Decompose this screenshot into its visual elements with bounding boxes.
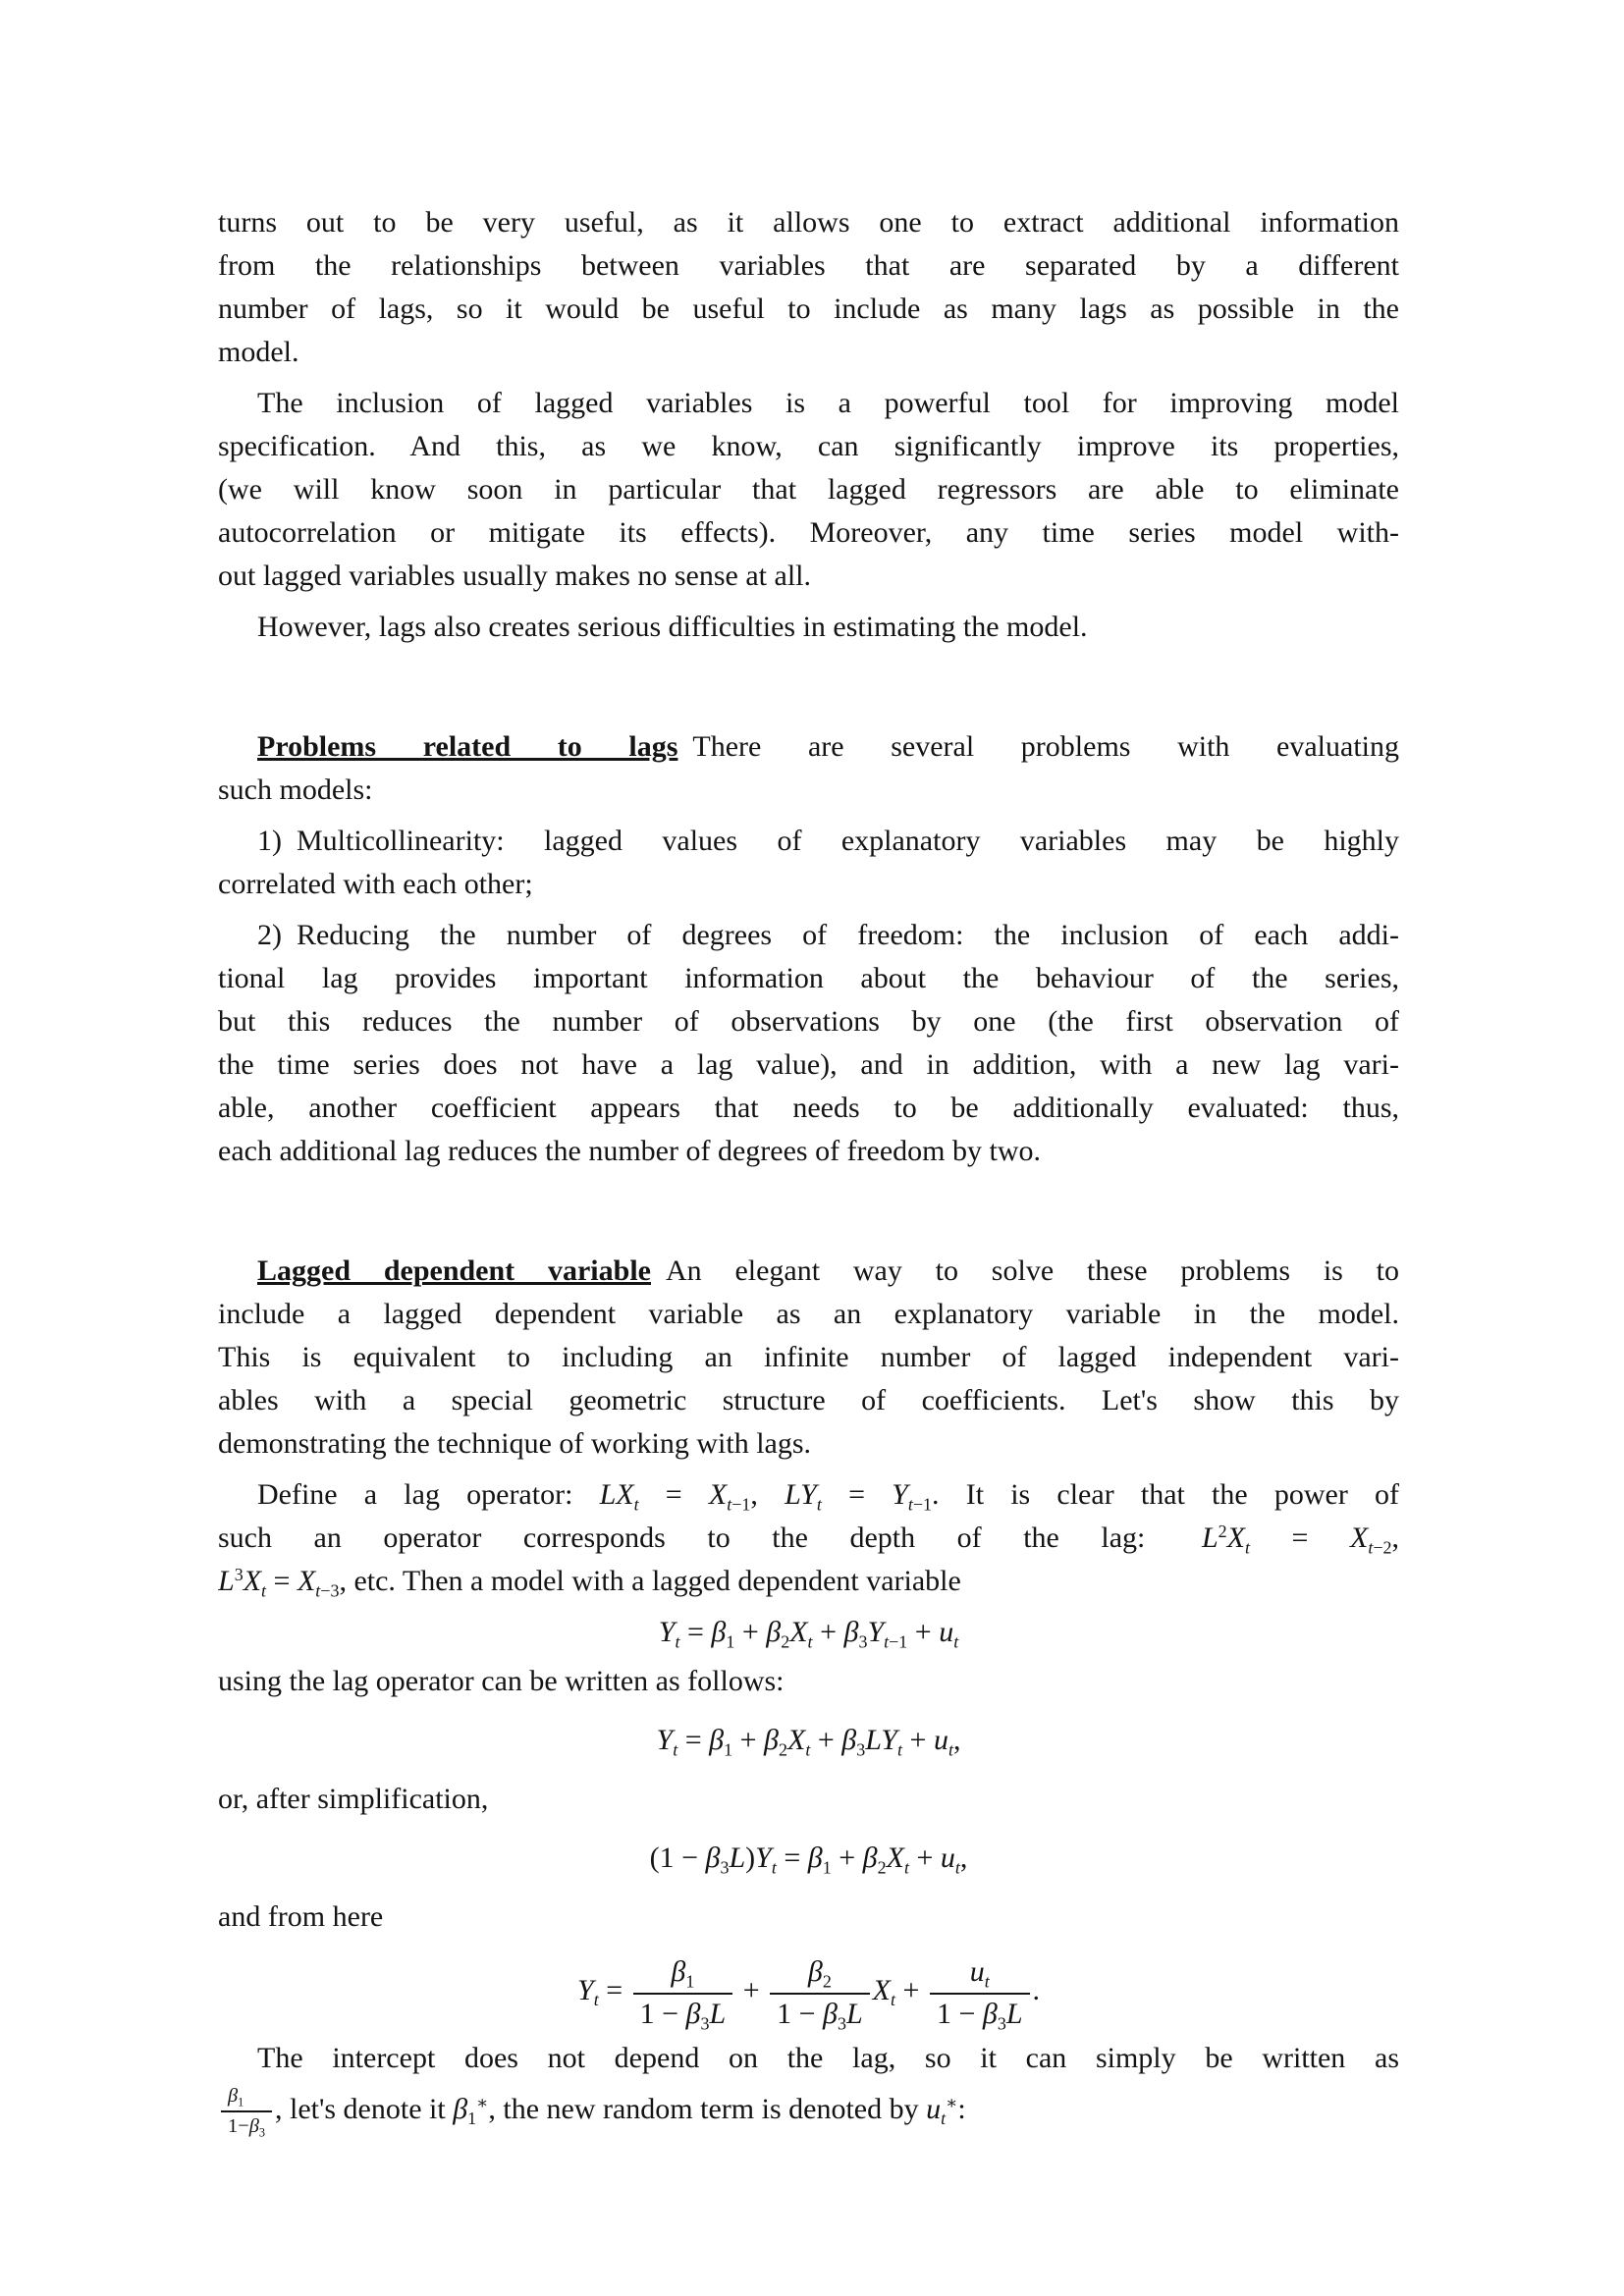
text-line: out lagged variables usually makes no sense at all. [218, 560, 811, 592]
section-lagged-dependent-variable [218, 1250, 1399, 1466]
text-line: using the lag operator can be written as follows: [218, 1665, 785, 1697]
paragraph-using-lag-operator [218, 1660, 1399, 1703]
equation-lag-operator-form: $Y_t = \beta_1 + \beta_2X_t + \beta_3LY_t + u_t$, [656, 1724, 961, 1760]
text-line-math: $L^3X_t = X_{t-3}$, etc. Then a model with a lagged dependent variable [218, 1565, 961, 1601]
paragraph-however-difficulties [218, 606, 1399, 649]
text-line: tional lag provides important information about the behaviour of the series, [218, 962, 1399, 994]
text-line: number of lags, so it would be useful to include as many lags as possible in the [218, 293, 1399, 325]
text-line: correlated with each other; [218, 868, 533, 900]
equation-geometric-expansion: $Y_t$ = $\frac{\beta_1}{1 - \beta_3L}$ + $\frac{\beta_2}{1 - \beta_3L}$ $X_t$ + $\frac{u_t}{1 - \beta_3L}$ . [577, 1955, 1040, 2033]
paragraph-inclusion-of-lagged-variables [218, 382, 1399, 598]
text-line: ables with a special geometric structure of coefficients. Let's show this by [218, 1384, 1399, 1416]
text-line: the time series does not have a lag value), and in addition, with a new lag vari- [218, 1048, 1399, 1081]
vertical-gap [218, 1181, 1399, 1250]
text-line-math: such an operator corresponds to the depth of the lag: $L^2X_t = X_{t-2}$, [218, 1522, 1399, 1558]
text-line: model. [218, 336, 299, 368]
heading-line [218, 725, 1399, 769]
section-heading-lagged-dependent: Lagged dependent variable [257, 1255, 651, 1287]
text-line-math: $\frac{\beta_1}{1-\beta_3}$ , let's denote it $\beta_1^∗$, the new random term is denoted by $u_t^∗$: [218, 2080, 1399, 2143]
heading-line-rest: An elegant way to solve these problems is to [650, 1255, 1399, 1287]
text-line: turns out to be very useful, as it allows one to extract additional information [218, 206, 1399, 239]
text-line: or, after simplification, [218, 1783, 489, 1815]
text-line: and from here [218, 1900, 384, 1933]
section-heading-problems: Problems related to lags [257, 730, 678, 763]
text-line: However, lags also creates serious difficulties in estimating the model. [257, 611, 1088, 643]
equation-simplified-form: $(1 - \beta_3L)Y_t = \beta_1 + \beta_2X_t + u_t$, [649, 1842, 968, 1878]
fraction: $\frac{\beta_2}{1 - \beta_3L}$ [770, 1954, 870, 2031]
paragraph-and-from-here [218, 1896, 1399, 1939]
paragraph-intercept-note [218, 2037, 1399, 2143]
text-line: (we will know soon in particular that lagged regressors are able to eliminate [218, 473, 1399, 506]
text-line: include a lagged dependent variable as an explanatory variable in the model. [218, 1298, 1399, 1330]
text-line: specification. And this, as we know, can significantly improve its properties, [218, 430, 1399, 462]
fraction: $\frac{\beta_1}{1 - \beta_3L}$ [633, 1954, 733, 2031]
section-problems-related-to-lags [218, 725, 1399, 812]
vertical-gap [218, 657, 1399, 725]
text-line: each additional lag reduces the number of degrees of freedom by two. [218, 1135, 1042, 1167]
text-line: but this reduces the number of observations by one (the first observation of [218, 1005, 1399, 1038]
fraction: $\frac{u_t}{1 - \beta_3L}$ [930, 1954, 1030, 2031]
text-line: able, another coefficient appears that needs to be additionally evaluated: thus, [218, 1092, 1399, 1124]
text-line: 2) Reducing the number of degrees of freedom: the inclusion of each addi- [257, 919, 1399, 951]
text-line: 1) Multicollinearity: lagged values of explanatory variables may be highly [257, 825, 1399, 857]
paragraph-item-multicollinearity [218, 820, 1399, 906]
paragraph-after-simplification [218, 1778, 1399, 1821]
paragraph-item-degrees-of-freedom [218, 914, 1399, 1173]
fraction: $\frac{\beta_1}{1-\beta_3}$ [221, 2084, 272, 2139]
text-line: This is equivalent to including an infinite number of lagged independent vari- [218, 1341, 1399, 1373]
text-line: such models: [218, 774, 373, 806]
heading-line [218, 1250, 1399, 1293]
text-line: demonstrating the technique of working with lags. [218, 1427, 812, 1460]
heading-line-rest: There are several problems with evaluating [677, 730, 1399, 763]
text-line: The intercept does not depend on the lag, so it can simply be written as [257, 2042, 1399, 2074]
paragraph-continuation [218, 201, 1399, 374]
text-line: The inclusion of lagged variables is a powerful tool for improving model [257, 387, 1399, 419]
text-line-math: Define a lag operator: $LX_t = X_{t-1}$, $LY_t = Y_{t-1}$. It is clear that the power of [257, 1478, 1399, 1515]
paragraph-define-lag-operator [218, 1473, 1399, 1603]
text-line: from the relationships between variables that are separated by a different [218, 249, 1399, 282]
text-line: autocorrelation or mitigate its effects). Moreover, any time series model with- [218, 516, 1399, 549]
equation-lagged-dependent-model: $Y_t = \beta_1 + \beta_2X_t + \beta_3Y_{t-1} + u_t$ [658, 1616, 959, 1652]
